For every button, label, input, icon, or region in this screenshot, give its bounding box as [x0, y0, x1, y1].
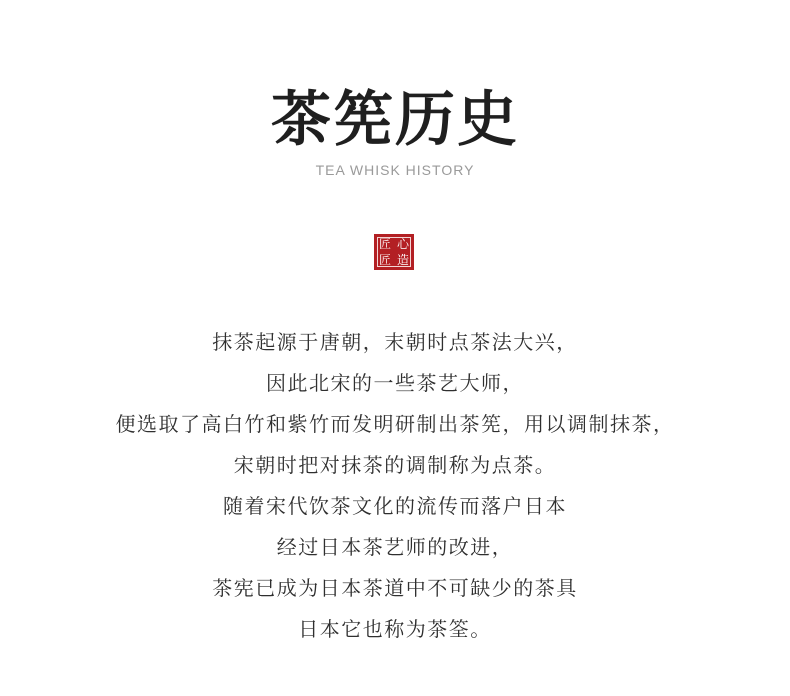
text-line: 便选取了高白竹和紫竹而发明研制出茶筅，用以调制抹茶， [115, 412, 675, 436]
text-line: 日本它也称为茶筌。 [298, 617, 492, 641]
text-line: 随着宋代饮茶文化的流传而落户日本 [223, 494, 567, 518]
text-line: 宋朝时把对抹茶的调制称为点茶。 [233, 453, 557, 477]
page-title: 茶筅历史 [271, 85, 519, 155]
text-line: 抹茶起源于唐朝，末朝时点茶法大兴， [212, 330, 578, 354]
seal-char: 匠 [378, 237, 391, 251]
seal-char: 造 [396, 253, 409, 267]
text-line: 经过日本茶艺师的改进， [276, 535, 514, 559]
seal-char: 匠 [378, 253, 391, 267]
page-subtitle: TEA WHISK HISTORY [315, 162, 475, 178]
history-text [0, 322, 790, 650]
text-line: 因此北宋的一些茶艺大师， [266, 371, 524, 395]
seal-stamp [374, 234, 414, 270]
text-line: 茶宪已成为日本茶道中不可缺少的茶具 [212, 576, 578, 600]
seal-char: 心 [396, 237, 409, 251]
